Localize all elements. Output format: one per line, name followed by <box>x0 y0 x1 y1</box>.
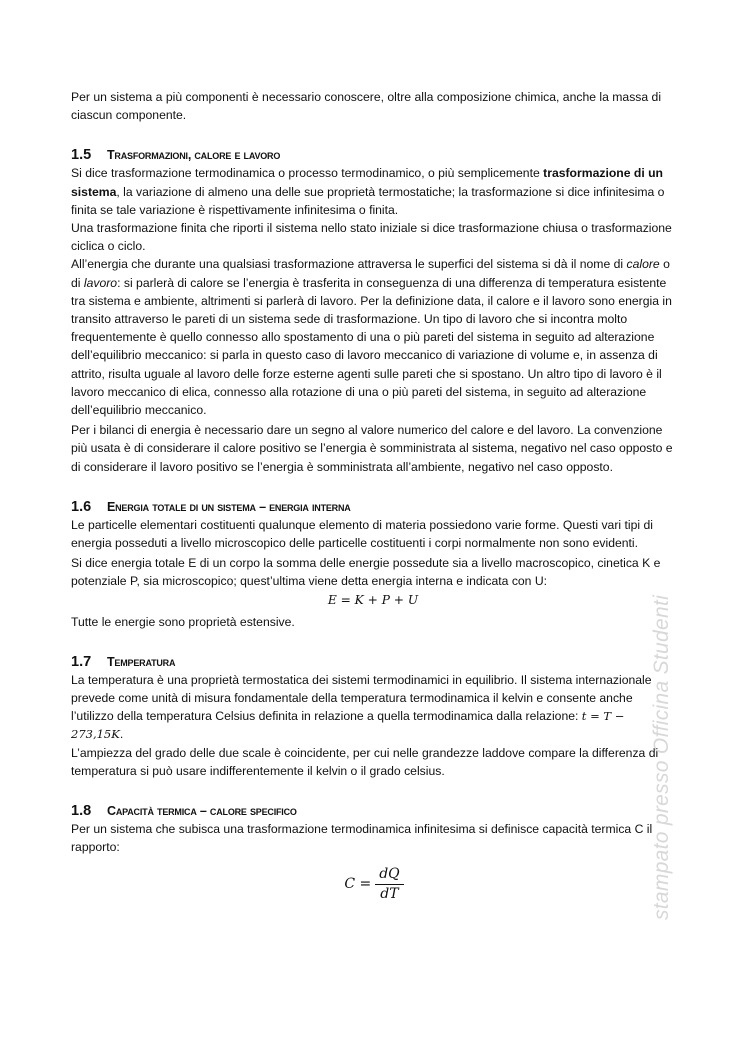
paragraph: Una trasformazione finita che riporti il sistema nello stato iniziale si dice trasformazione chiusa o trasformazione ciclica o ciclo. <box>71 221 672 254</box>
intro-paragraph: Per un sistema a più componenti è necessario conoscere, oltre alla composizione chimica, anche la massa di ciascun componente. <box>71 90 662 123</box>
fraction-denominator: dT <box>380 885 399 902</box>
bold-term: trasformazione di un sistema <box>71 166 663 199</box>
section-number: 1.8 <box>71 803 92 820</box>
section-title: Temperatura <box>107 654 176 669</box>
paragraph <box>71 164 675 219</box>
section-heading <box>71 498 675 516</box>
paragraph: L’ampiezza del grado delle due scale è coincidente, per cui nelle grandezze laddove compare la differenza di temperatura si può usare indifferentemente il kelvin o il grado celsius. <box>71 745 659 778</box>
section-heading <box>71 653 675 671</box>
fraction <box>377 865 401 904</box>
equation-lhs: C = <box>344 876 372 892</box>
section-1-5 <box>71 146 675 475</box>
text-run: . <box>119 727 124 742</box>
italic-term: calore <box>626 257 660 272</box>
inline-equation: t = T − 273,15K <box>71 709 625 742</box>
section-number: 1.6 <box>71 498 92 515</box>
section-title: Capacità termica – calore specifico <box>107 804 297 819</box>
paragraph <box>71 671 675 744</box>
section-heading <box>71 146 675 164</box>
section-title: Trasformazioni, calore e lavoro <box>107 148 281 163</box>
paragraph: Le particelle elementari costituenti qualunque elemento di materia possiedono varie forme. Questi vari tipi di energia posseduti a livello microscopico delle particelle costituenti i corpi normalmente non sono evidenti. <box>71 517 653 551</box>
text-run: Si dice trasformazione termodinamica o processo termodinamico, o più semplicemente <box>71 166 544 181</box>
text-run: : si parlerà di calore se l’energia è trasferita in conseguenza di una differenza di temperatura esistente tra sistema e ambiente, altrimenti si parlerà di lavoro. Per la definizione data, il calore e il lavoro sono energia in transito attraverso le pareti di un sistema sede di trasformazione. Un tipo di lavoro che si incontra molto frequentemente è quello connesso allo spostamento di una o più pareti del sistema in seguito ad alterazione dell’equilibrio meccanico: si parla in questo caso di lavoro meccanico di variazione di volume e, in assenza di attrito, risulta uguale al lavoro delle forze esterne agenti sulle pareti che si spostano. Un altro tipo di lavoro è il lavoro meccanico di elica, connesso alla rotazione di una o più pareti del sistema, in seguito ad alterazione dell’equilibrio meccanico. <box>71 275 672 418</box>
equation: E = K + P + U <box>327 592 419 607</box>
section-1-8 <box>71 802 675 903</box>
paragraph: Per i bilanci di energia è necessario dare un segno al valore numerico del calore e del lavoro. La convenzione più usata è di considerare il calore positivo se l’energia è somministrata al sistema, negativo nel caso opposto e di considerare il lavoro positivo se l’energia è somministrata all’ambiente, negativo nel caso opposto. <box>71 423 673 474</box>
paragraph: Si dice energia totale E di un corpo la somma delle energie possedute sia a livello macroscopico, cinetica K e potenziale P, sia microscopico; quest’ultima viene detta energia interna e indicata con U: <box>71 556 661 589</box>
text-run: , la variazione di almeno una delle sue proprietà termostatiche; la trasformazione si dice infinitesima o finita se tale variazione è rispettivamente infinitesima o finita. <box>71 184 665 217</box>
text-run: o di <box>71 257 670 290</box>
text-run: La temperatura è una proprietà termostatica dei sistemi termodinamici in equilibrio. Il sistema internazionale prevede come unità di misura fondamentale della temperatura termodinamica il kelvin e consente anche l’utilizzo della temperatura Celsius definita in relazione a quella termodinamica dalla relazione: <box>71 672 652 724</box>
paragraph <box>71 255 675 419</box>
paragraph: Tutte le energie sono proprietà estensive. <box>71 614 295 629</box>
page-content <box>71 88 675 904</box>
italic-term: lavoro <box>83 275 118 290</box>
fraction-equation <box>71 865 675 904</box>
fraction-numerator: dQ <box>379 865 400 882</box>
section-1-6 <box>71 498 675 631</box>
text-run: All’energia che durante una qualsiasi trasformazione attraversa le superfici del sistema si dà il nome di <box>71 257 627 272</box>
paragraph: Per un sistema che subisca una trasformazione termodinamica infinitesima si definisce capacità termica C il rapporto: <box>71 822 653 855</box>
watermark: stampato presso Officina Studenti <box>650 594 673 920</box>
section-number: 1.5 <box>71 147 92 164</box>
section-heading <box>71 802 675 820</box>
section-number: 1.7 <box>71 653 92 670</box>
section-1-7 <box>71 653 675 780</box>
section-title: Energia totale di un sistema – energia interna <box>107 499 351 514</box>
